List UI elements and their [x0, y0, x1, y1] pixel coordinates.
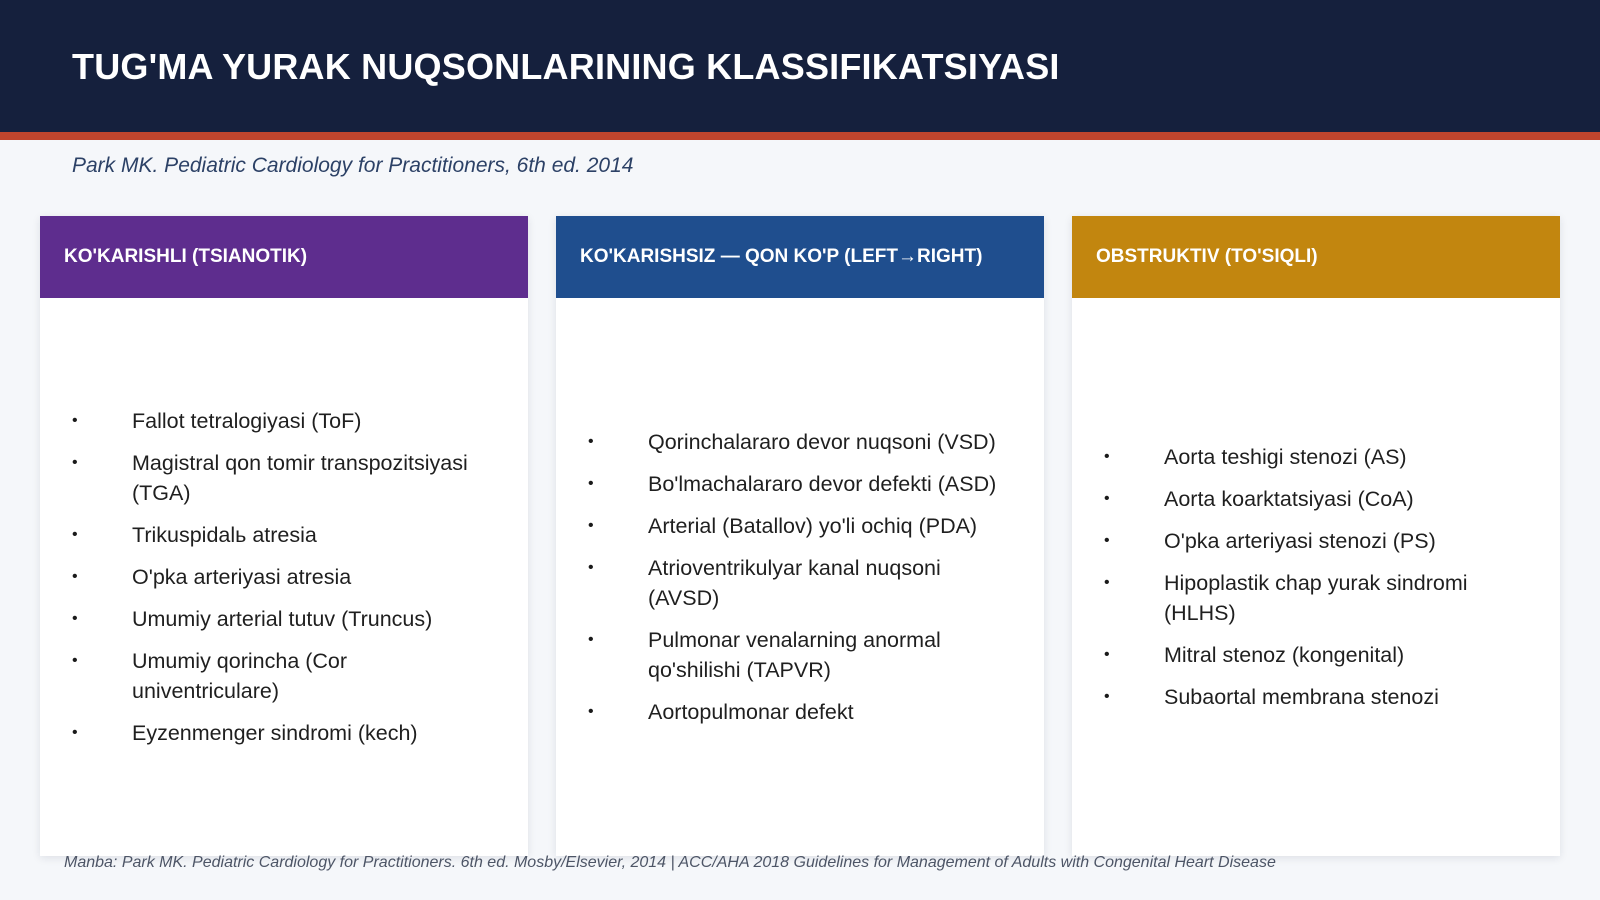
card-cyanotic — [40, 216, 528, 856]
list-item — [72, 520, 498, 550]
bullet-icon: • — [588, 517, 594, 534]
card-heading-shunt: KO'KARISHSIZ — QON KO'P (LEFT→RIGHT) — [556, 216, 1044, 298]
list-item — [588, 469, 1014, 499]
source-footnote: Manba: Park MK. Pediatric Cardiology for Practitioners. 6th ed. Mosby/Elsevier, 2014 | ACC/AHA 2018 Guidelines for Management of Adults with Congenital Heart Disease — [64, 854, 1276, 871]
bullet-icon: • — [72, 568, 78, 585]
list-item — [72, 448, 498, 508]
bullet-icon: • — [1104, 490, 1110, 507]
list-item — [1104, 442, 1530, 472]
bullet-icon: • — [72, 610, 78, 627]
list-item — [1104, 526, 1530, 556]
slide-title: TUG'MA YURAK NUQSONLARINING KLASSIFIKATSIYASI — [72, 46, 1060, 87]
list-item — [72, 406, 498, 436]
list-item — [588, 511, 1014, 541]
list-item — [72, 604, 498, 634]
bullet-icon: • — [1104, 688, 1110, 705]
bullet-icon: • — [588, 475, 594, 492]
bullet-icon: • — [72, 652, 78, 669]
bullet-icon: • — [72, 412, 78, 429]
bullet-icon: • — [72, 526, 78, 543]
list-item-text: Eyzenmenger sindromi (kech) — [132, 721, 418, 745]
bullet-icon: • — [588, 703, 594, 720]
list-item-text: Hipoplastik chap yurak sindromi (HLHS) — [1164, 571, 1468, 625]
card-heading-obstructive: OBSTRUKTIV (TO'SIQLI) — [1072, 216, 1560, 298]
list-item — [1104, 568, 1530, 628]
bullet-icon: • — [588, 559, 594, 576]
list-item-text: Aorta teshigi stenozi (AS) — [1164, 445, 1407, 469]
list-item — [72, 718, 498, 748]
list-item — [72, 562, 498, 592]
bullet-icon: • — [1104, 646, 1110, 663]
list-item-text: Umumiy arterial tutuv (Truncus) — [132, 607, 433, 631]
list-item-text: Pulmonar venalarning anormal qo'shilishi (TAPVR) — [648, 628, 941, 682]
list-item — [588, 697, 1014, 727]
bullet-icon: • — [72, 724, 78, 741]
card-heading-cyanotic: KO'KARISHLI (TSIANOTIK) — [40, 216, 528, 298]
list-item-text: Atrioventrikulyar kanal nuqsoni (AVSD) — [648, 556, 941, 610]
list-item-text: Magistral qon tomir transpozitsiyasi (TGA) — [132, 451, 468, 505]
list-item — [1104, 484, 1530, 514]
header-accent-stripe — [0, 132, 1600, 140]
list-item-text: Arterial (Batallov) yo'li ochiq (PDA) — [648, 514, 978, 538]
list-item-text: Mitral stenoz (kongenital) — [1164, 643, 1405, 667]
bullet-icon: • — [1104, 532, 1110, 549]
card-list-obstructive — [1072, 298, 1560, 856]
bullet-icon: • — [1104, 574, 1110, 591]
list-item — [588, 625, 1014, 685]
list-item-text: Trikuspidalь atresia — [132, 523, 317, 547]
bullet-icon: • — [1104, 448, 1110, 465]
card-obstructive — [1072, 216, 1560, 856]
list-item — [588, 553, 1014, 613]
list-item-text: Umumiy qorincha (Cor univentriculare) — [132, 649, 348, 703]
bullet-icon: • — [588, 631, 594, 648]
list-item-text: O'pka arteriyasi atresia — [132, 565, 352, 589]
list-item — [588, 427, 1014, 457]
list-item-text: Fallot tetralogiyasi (ToF) — [132, 409, 362, 433]
list-item-text: Qorinchalararo devor nuqsoni (VSD) — [648, 430, 996, 454]
list-item — [1104, 682, 1530, 712]
list-item-text: O'pka arteriyasi stenozi (PS) — [1164, 529, 1436, 553]
card-shunt — [556, 216, 1044, 856]
slide-subtitle: Park MK. Pediatric Cardiology for Practitioners, 6th ed. 2014 — [72, 154, 634, 177]
bullet-icon: • — [588, 433, 594, 450]
list-item-text: Aortopulmonar defekt — [648, 700, 854, 724]
card-list-shunt — [556, 298, 1044, 856]
list-item-text: Bo'lmachalararo devor defekti (ASD) — [648, 472, 997, 496]
list-item-text: Aorta koarktatsiyasi (CoA) — [1164, 487, 1414, 511]
bullet-icon: • — [72, 454, 78, 471]
card-list-cyanotic — [40, 298, 528, 856]
list-item-text: Subaortal membrana stenozi — [1164, 685, 1439, 709]
list-item — [1104, 640, 1530, 670]
list-item — [72, 646, 498, 706]
